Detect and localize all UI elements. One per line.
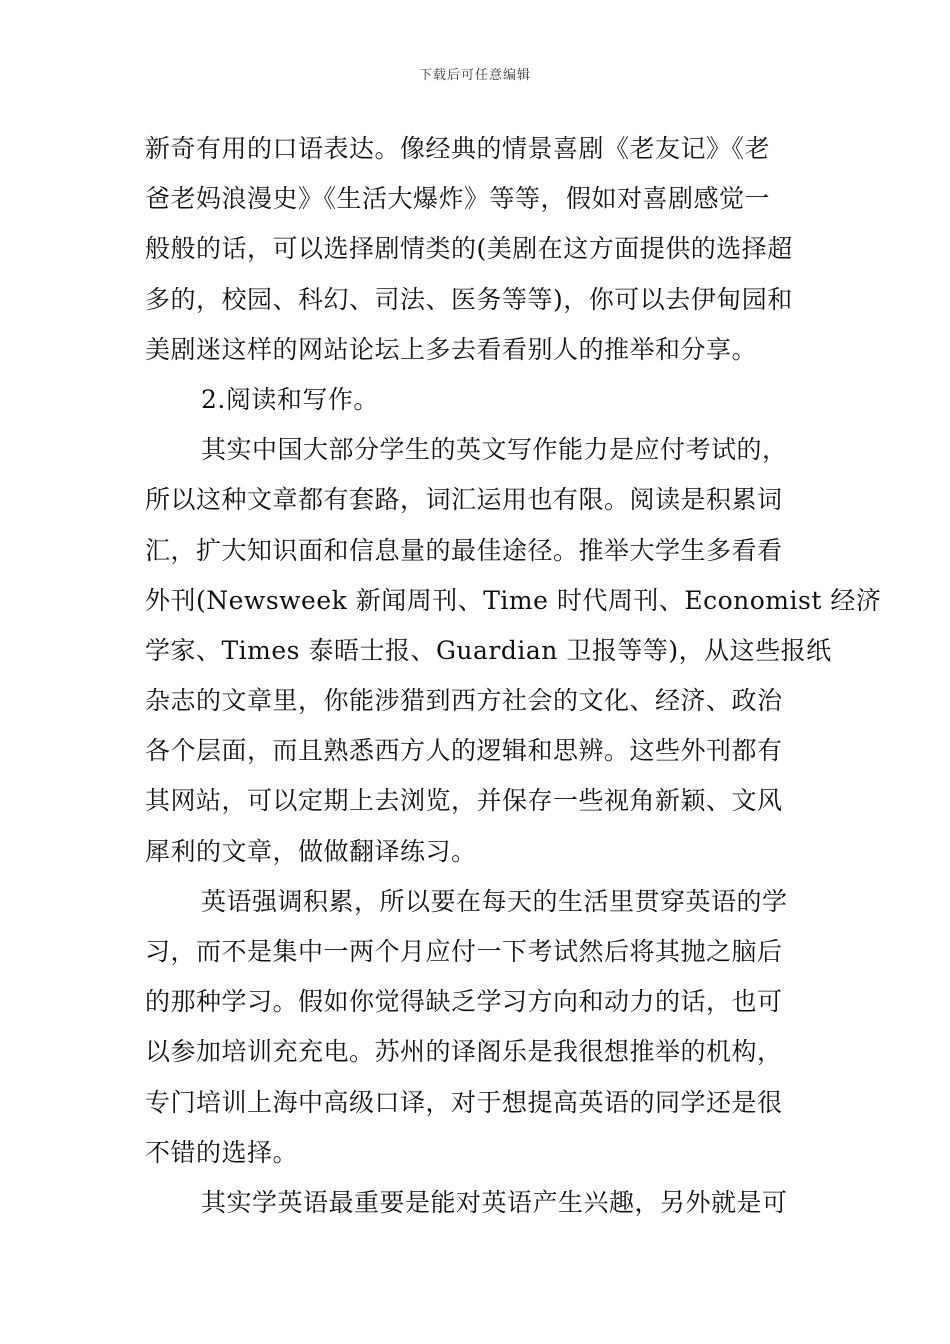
paragraph-first-line: 其实学英语最重要是能对英语产生兴趣，另外就是可 — [201, 1187, 788, 1217]
document-body — [145, 124, 882, 1228]
text-line: 爸老妈浪漫史》《生活大爆炸》等等，假如对喜剧感觉一 — [145, 184, 771, 214]
page-header: 下载后可任意编辑 — [418, 68, 531, 83]
section-heading: 2.阅读和写作。 — [201, 384, 379, 414]
text-line: 各个层面，而且熟悉西方人的逻辑和思辨。这些外刊都有 — [145, 736, 783, 766]
text-line: 其网站，可以定期上去浏览，并保存一些视角新颖、文风 — [145, 786, 783, 816]
text-line: 犀利的文章，做做翻译练习。 — [145, 836, 477, 866]
text-line: 外刊(Newsweek 新闻周刊、Time 时代周刊、Economist 经济 — [145, 585, 882, 615]
text-line: 新奇有用的口语表达。像经典的情景喜剧《老友记》《老 — [145, 134, 771, 163]
text-line: 的那种学习。假如你觉得缺乏学习方向和动力的话，也可 — [145, 987, 783, 1017]
text-line: 习，而不是集中一两个月应付一下考试然后将其抛之脑后 — [145, 937, 783, 966]
text-line: 所以这种文章都有套路，词汇运用也有限。阅读是积累词 — [145, 485, 783, 515]
paragraph-first-line: 英语强调积累，所以要在每天的生活里贯穿英语的学 — [201, 886, 788, 916]
text-line: 般般的话，可以选择剧情类的(美剧在这方面提供的选择超 — [145, 234, 793, 264]
text-line: 多的，校园、科幻、司法、医务等等)，你可以去伊甸园和 — [145, 284, 793, 314]
text-line: 美剧迷这样的网站论坛上多去看看别人的推举和分享。 — [145, 334, 758, 364]
text-line: 杂志的文章里，你能涉猎到西方社会的文化、经济、政治 — [145, 686, 783, 716]
text-line: 不错的选择。 — [145, 1137, 299, 1167]
text-line: 以参加培训充充电。苏州的译阁乐是我很想推举的机构， — [145, 1037, 783, 1067]
text-line: 学家、Times 泰晤士报、Guardian 卫报等等)，从这些报纸 — [145, 635, 832, 665]
paragraph-first-line: 其实中国大部分学生的英文写作能力是应付考试的， — [201, 435, 788, 465]
text-line: 汇，扩大知识面和信息量的最佳途径。推举大学生多看看 — [145, 535, 783, 565]
text-line: 专门培训上海中高级口译，对于想提高英语的同学还是很 — [145, 1087, 783, 1117]
